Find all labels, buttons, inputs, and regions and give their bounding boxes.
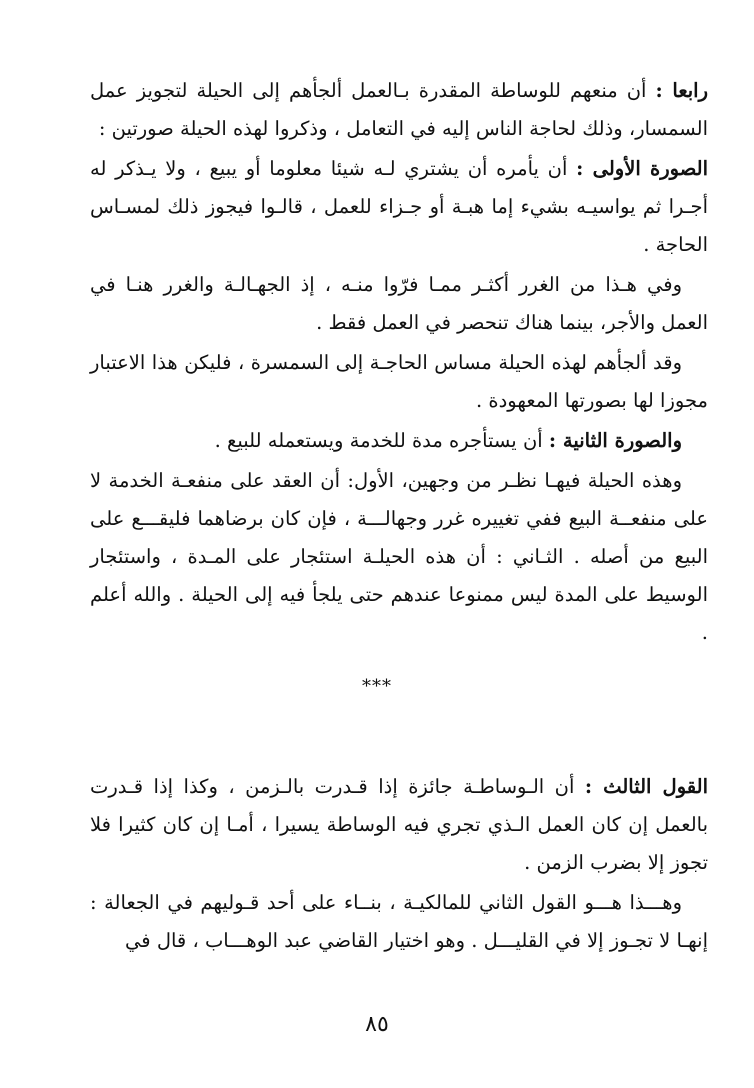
page-number: ٨٥ bbox=[365, 1012, 389, 1037]
paragraph-gharar-comment bbox=[90, 266, 708, 342]
paragraph-third-opinion bbox=[90, 768, 708, 882]
paragraph-text: وفي هـذا من الغرر أكثـر ممـا فرّوا منـه ، إذ الجهـالـة والغرر هنـا في العمل والأجر، بينما هناك تنحصر في العمل فقط . bbox=[90, 273, 708, 334]
paragraph-maliki-opinion bbox=[90, 884, 708, 960]
paragraph-text: أن منعهم للوساطة المقدرة بـالعمل ألجأهم إلى الحيلة لتجويز عمل السمسار، وذلك لحاجة الناس إليه في التعامل ، وذكروا لهذه الحيلة صورتين : bbox=[90, 79, 708, 140]
paragraph-second-form bbox=[90, 422, 708, 460]
upper-text-block bbox=[90, 72, 708, 654]
paragraph-need-comment bbox=[90, 344, 708, 420]
paragraph-text: وهذه الحيلة فيهـا نظـر من وجهين، الأول: أن العقد على منفعـة الخدمة لا على منفعــة البيع ففي تغييره غرر وجهالـــة ، فإن كان برضاهما فليقـــع على البيع من أصله . الثـاني : أن هذه الحيلـة استئجار على المـدة ، واستئجار الوسيط على المدة ليس ممنوعا عندهم حتى يلجأ فيه إلى الحيلة . والله أعلم . bbox=[90, 469, 708, 644]
paragraph-text: وقد ألجأهم لهذه الحيلة مساس الحاجـة إلى السمسرة ، فليكن هذا الاعتبار مجوزا لها بصورتها المعهودة . bbox=[90, 351, 708, 412]
paragraph-lead: رابعا : bbox=[655, 79, 708, 102]
section-separator: *** bbox=[362, 676, 392, 697]
paragraph-text: أن الـوساطـة جائزة إذا قـدرت بالـزمن ، وكذا إذا قـدرت بالعمل إن كان العمل الـذي تجري فيه الوساطة يسيرا ، أمـا إن كان كثيرا فلا تجوز إلا بضرب الزمن . bbox=[90, 775, 708, 874]
paragraph-lead: القول الثالث : bbox=[584, 775, 708, 798]
paragraph-fourth-point bbox=[90, 72, 708, 148]
paragraph-lead: الصورة الأولى : bbox=[576, 157, 709, 180]
paragraph-lead: والصورة الثانية : bbox=[548, 429, 682, 452]
lower-text-block bbox=[90, 768, 708, 962]
paragraph-text: أن يستأجره مدة للخدمة ويستعمله للبيع . bbox=[214, 429, 549, 452]
paragraph-first-form bbox=[90, 150, 708, 264]
paragraph-text: أن يأمره أن يشتري لـه شيئا معلوما أو يبيع ، ولا يـذكر له أجـرا ثم يواسيـه بشيء إما هبـة أو جـزاء للعمل ، قالـوا فيجوز ذلك لمسـاس الحاجة . bbox=[90, 157, 708, 256]
paragraph-two-objections bbox=[90, 462, 708, 652]
paragraph-text: وهـــذا هـــو القول الثاني للمالكيـة ، بنــاء على أحد قـوليهم في الجعالة : إنهـا لا تجـوز إلا في القليـــل . وهو اختيار القاضي عبد الوهـــاب ، قال في bbox=[90, 891, 708, 952]
